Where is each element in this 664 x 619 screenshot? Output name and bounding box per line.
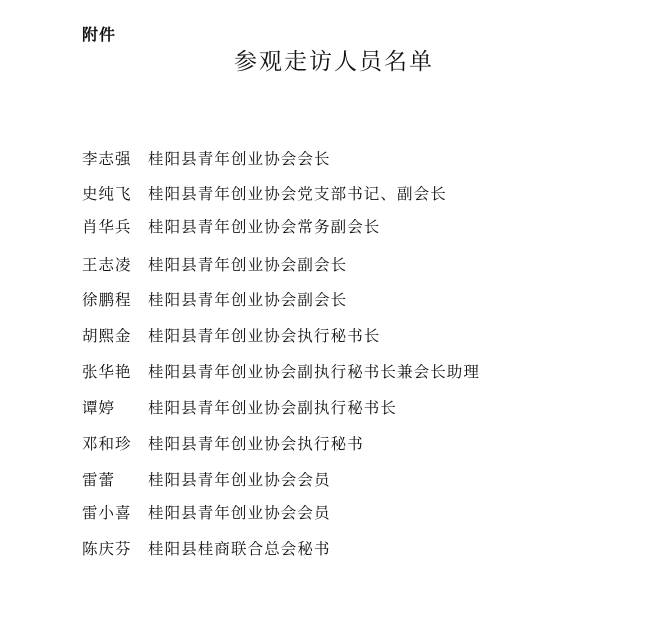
list-item	[82, 147, 602, 171]
member-name: 肖华兵	[82, 218, 132, 236]
list-item	[82, 360, 602, 384]
member-role: 桂阳县青年创业协会执行秘书	[148, 435, 364, 453]
member-name: 邓和珍	[82, 435, 132, 453]
member-role: 桂阳县青年创业协会会员	[148, 504, 331, 522]
list-item	[82, 468, 602, 492]
member-role: 桂阳县青年创业协会副执行秘书长兼会长助理	[148, 363, 481, 381]
member-name: 雷蕾	[82, 471, 116, 489]
attachment-label: 附件	[82, 25, 117, 44]
member-role: 桂阳县青年创业协会会长	[148, 150, 331, 168]
member-name: 王志凌	[82, 256, 132, 274]
member-name: 雷小喜	[82, 504, 132, 522]
list-item	[82, 324, 602, 348]
member-role: 桂阳县青年创业协会副执行秘书长	[148, 399, 398, 417]
page-title: 参观走访人员名单	[234, 49, 434, 75]
member-role: 桂阳县青年创业协会常务副会长	[148, 218, 381, 236]
member-role: 桂阳县青年创业协会副会长	[148, 256, 348, 274]
member-name: 张华艳	[82, 363, 132, 381]
member-role: 桂阳县青年创业协会会员	[148, 471, 331, 489]
list-item	[82, 215, 602, 239]
list-item	[82, 501, 602, 525]
member-role: 桂阳县青年创业协会执行秘书长	[148, 327, 381, 345]
member-role: 桂阳县青年创业协会副会长	[148, 291, 348, 309]
member-name: 徐鹏程	[82, 291, 132, 309]
member-role: 桂阳县青年创业协会党支部书记、副会长	[148, 185, 447, 203]
list-item	[82, 396, 602, 420]
list-item	[82, 288, 602, 312]
member-name: 李志强	[82, 150, 132, 168]
member-role: 桂阳县桂商联合总会秘书	[148, 540, 331, 558]
list-item	[82, 432, 602, 456]
list-item	[82, 182, 602, 206]
member-name: 陈庆芬	[82, 540, 132, 558]
member-name: 史纯飞	[82, 185, 132, 203]
member-name: 胡熙金	[82, 327, 132, 345]
list-item	[82, 537, 602, 561]
list-item	[82, 253, 602, 277]
member-name: 谭婷	[82, 399, 116, 417]
